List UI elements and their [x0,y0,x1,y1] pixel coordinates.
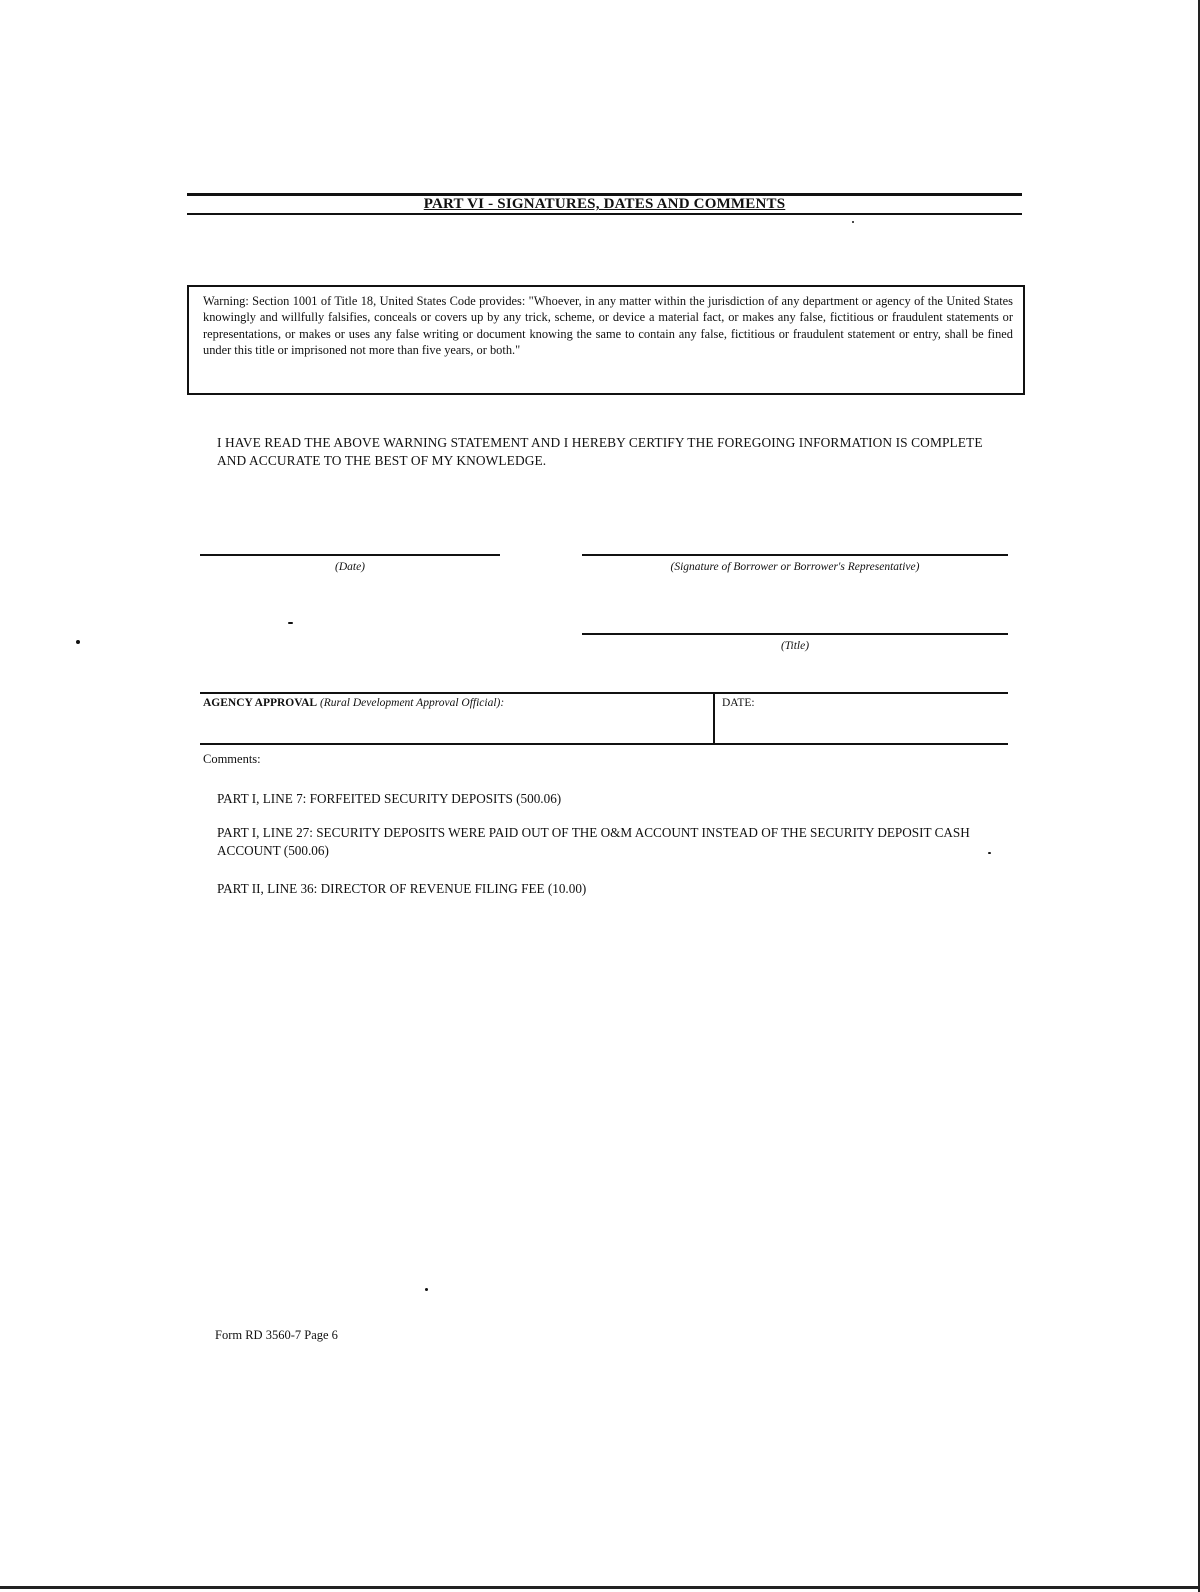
agency-rule-bottom [200,743,1008,745]
date-signature-line[interactable] [200,554,500,556]
agency-rule-top [200,692,1008,694]
certification-statement: I HAVE READ THE ABOVE WARNING STATEMENT AND I HEREBY CERTIFY THE FOREGOING INFORMATION IS COMPLETE AND ACCURATE TO THE BEST OF MY KNOWLEDGE. [217,435,983,468]
agency-approval-label-italic: (Rural Development Approval Official): [319,697,505,709]
form-id-footer: Form RD 3560-7 Page 6 [215,1328,338,1342]
scan-speck [76,640,80,644]
warning-box: Warning: Section 1001 of Title 18, United States Code provides: "Whoever, in any matter within the jurisdiction of any department or agency of the United States knowingly and willfully falsifies, conceals or covers up by any trick, scheme, or device a material fact, or makes any false, fictitious or fraudulent statements or representations, or makes or uses any false writing or document knowing the same to contain any false, fictitious or fraudulent statement or entry, shall be fined under this title or imprisoned not more than five years, or both." [187,285,1025,395]
agency-divider [713,692,715,743]
scan-speck [988,852,991,854]
title-line[interactable] [582,633,1008,635]
comments-label: Comments: [203,752,261,766]
title-caption: (Title) [780,640,810,652]
scan-speck [288,622,293,624]
scan-speck [852,221,854,223]
part-heading [187,196,1022,213]
page-edge-bottom [0,1586,1200,1589]
borrower-signature-line[interactable] [582,554,1008,556]
agency-approval-label-bold: AGENCY APPROVAL [203,697,318,709]
scan-speck [425,1288,428,1291]
comment-item-3: PART II, LINE 36: DIRECTOR OF REVENUE FILING FEE (10.00) [217,881,587,896]
date-caption: (Date) [334,561,365,573]
comment-item-1: PART I, LINE 7: FORFEITED SECURITY DEPOSITS (500.06) [217,791,562,806]
comment-item-2: PART I, LINE 27: SECURITY DEPOSITS WERE PAID OUT OF THE O&M ACCOUNT INSTEAD OF THE SECURITY DEPOSIT CASH ACCOUNT (500.06) [217,825,970,858]
header-rule-bottom [187,213,1022,215]
signature-caption: (Signature of Borrower or Borrower's Representative) [670,561,920,573]
part-heading-text: PART VI - SIGNATURES, DATES AND COMMENTS [423,196,786,212]
agency-date-label: DATE: [722,697,755,709]
agency-approval-label [203,697,504,709]
